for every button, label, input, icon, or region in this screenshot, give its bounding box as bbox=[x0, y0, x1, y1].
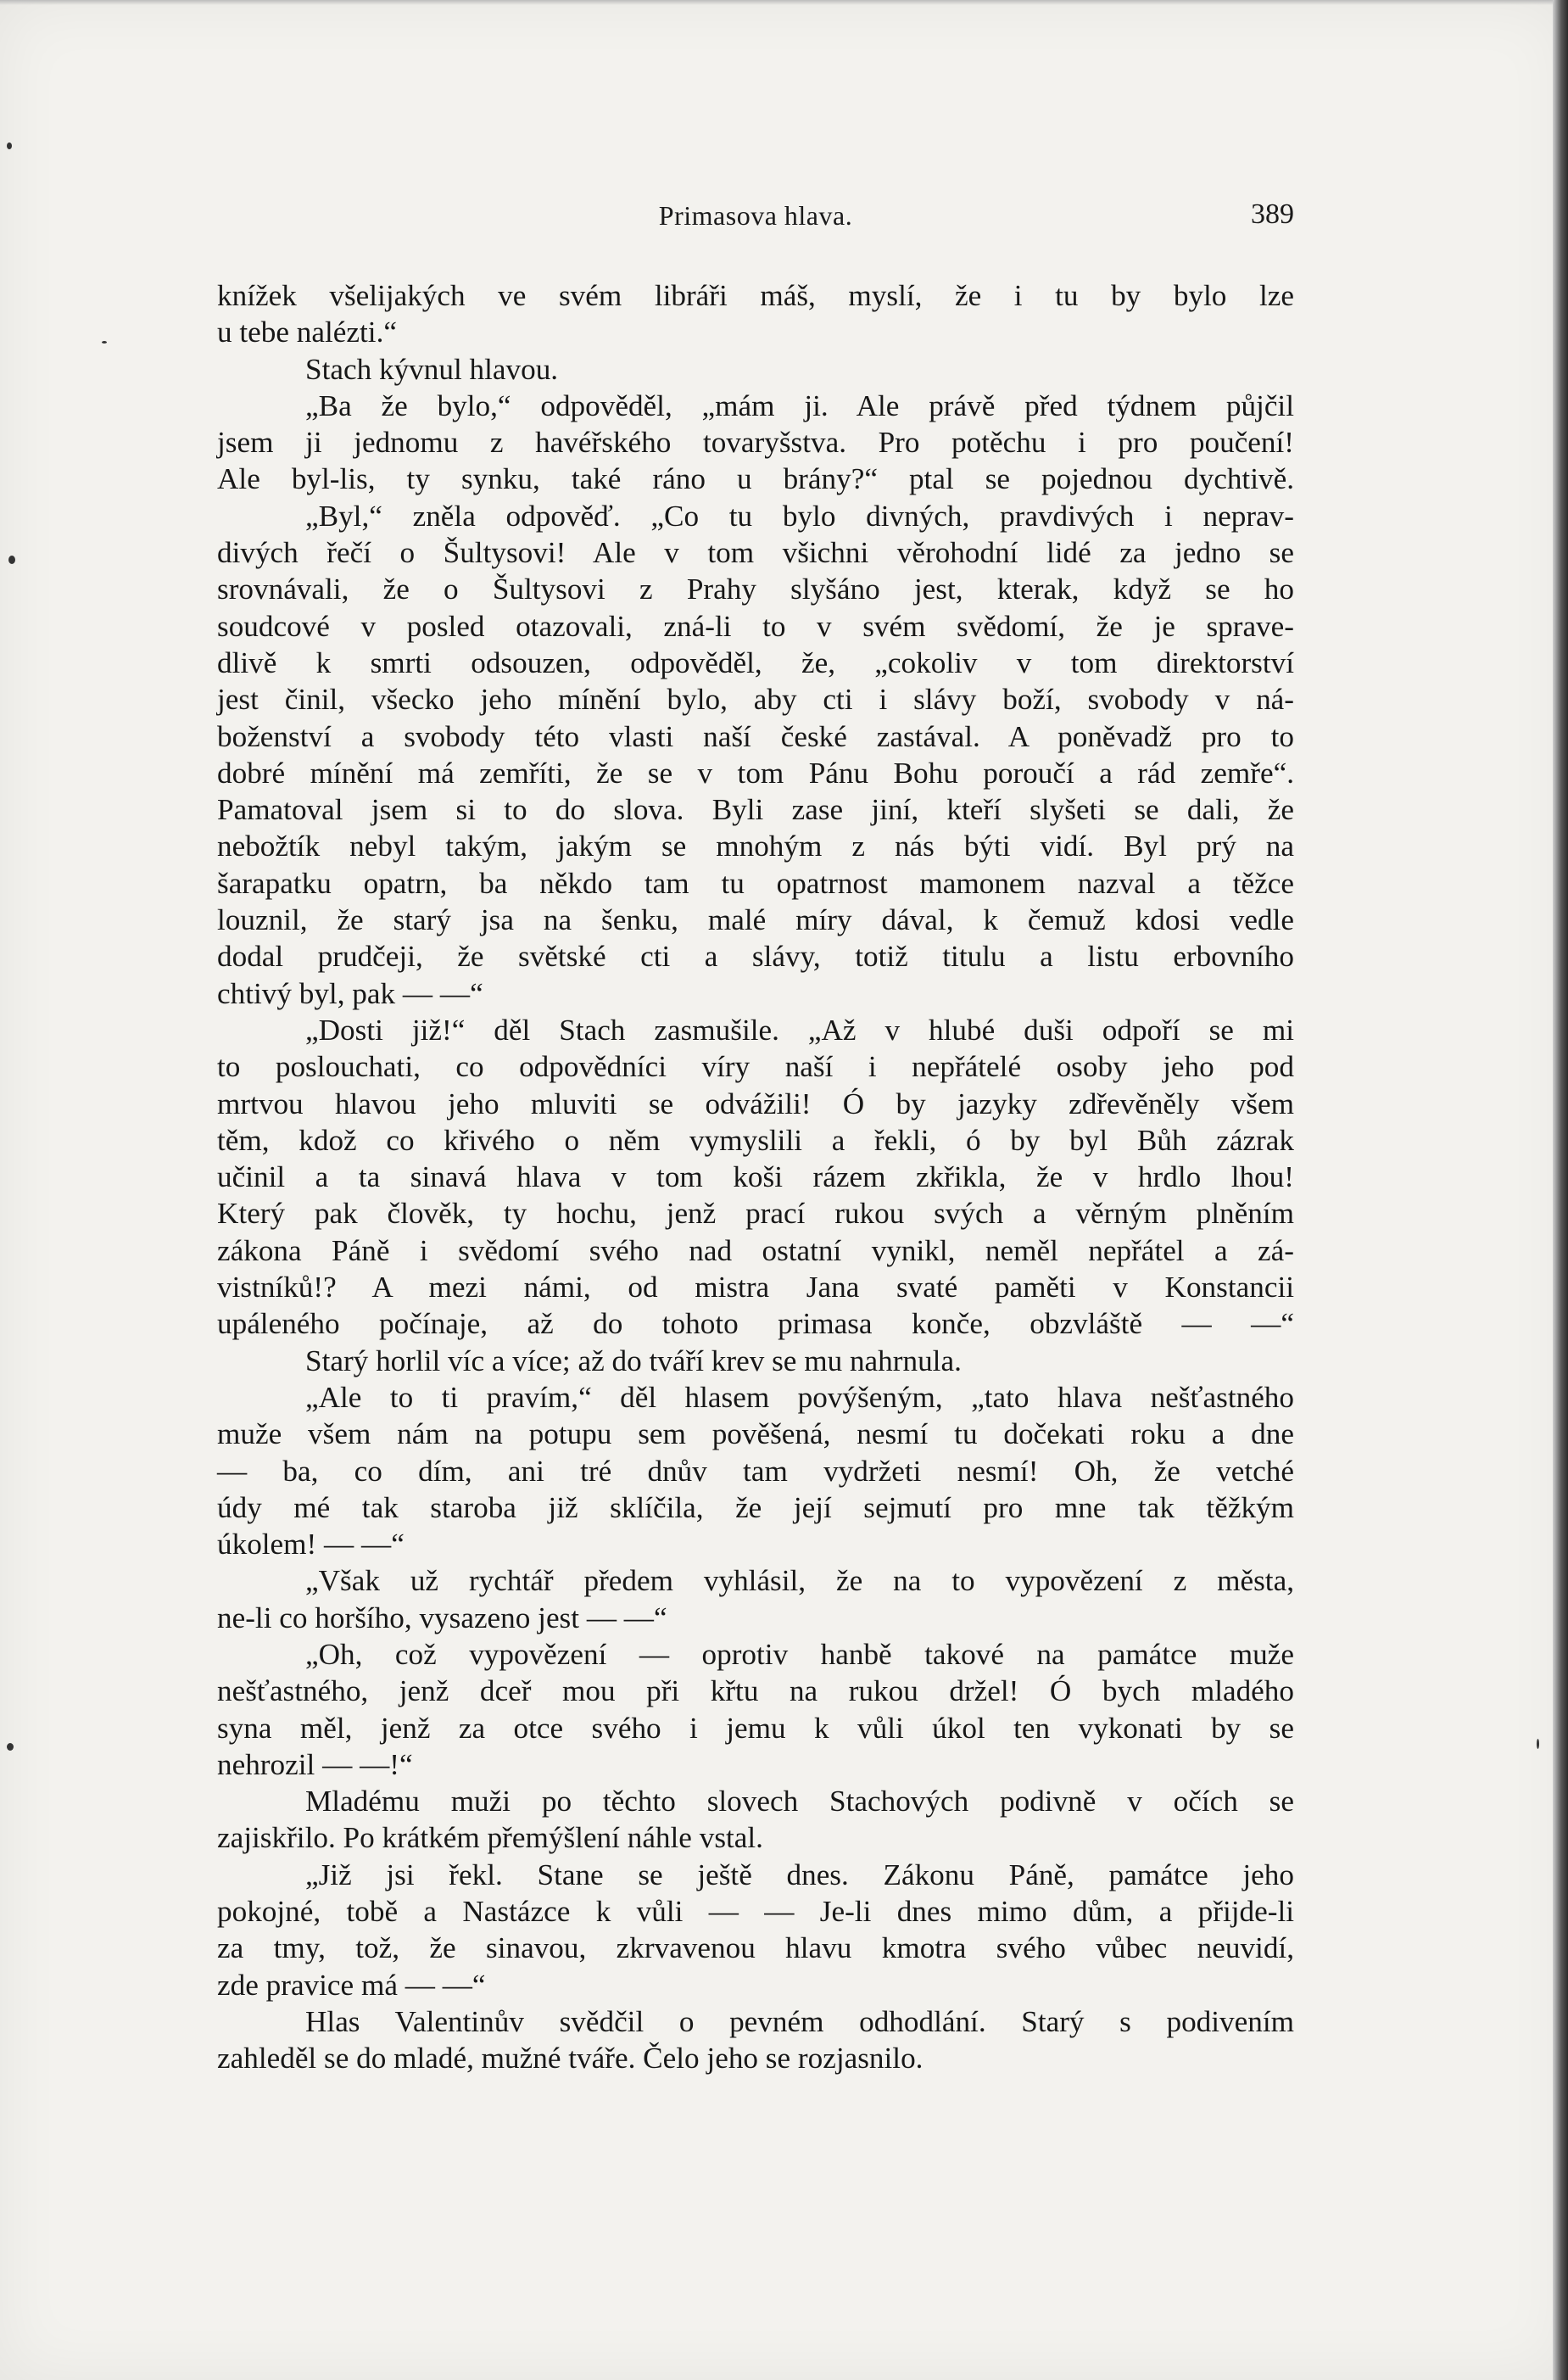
body-text bbox=[217, 277, 1294, 2077]
text-line: nešťastného, jenž dceř mou při křtu na rukou držel! Ó bych mladého bbox=[217, 1674, 1294, 1708]
text-line: Stach kývnul hlavou. bbox=[305, 352, 559, 386]
text-line: „Oh, což vypovězení — oprotiv hanbě takové na památce muže bbox=[305, 1637, 1294, 1671]
scan-speck bbox=[1537, 1739, 1539, 1749]
text-line: „Dosti již!“ děl Stach zasmušile. „Až v hlubé duši odpoří se mi bbox=[305, 1013, 1294, 1047]
text-line: jest činil, všecko jeho mínění bylo, aby cti i slávy boží, svobody v ná- bbox=[217, 683, 1294, 717]
text-line: dlivě k smrti odsouzen, odpověděl, že, „cokoliv v tom direktorství bbox=[217, 645, 1294, 679]
text-line: srovnávali, že o Šultysovi z Prahy slyšáno jest, kterak, když se ho bbox=[217, 573, 1294, 606]
text-line: Mladému muži po těchto slovech Stachových podivně v očích se bbox=[305, 1785, 1294, 1819]
text-line: „Již jsi řekl. Stane se ještě dnes. Zákonu Páně, památce jeho bbox=[305, 1858, 1294, 1891]
running-title: Primasova hlava. bbox=[658, 200, 853, 231]
scan-speck bbox=[102, 341, 107, 344]
page-top-edge bbox=[0, 0, 1568, 5]
text-line: dobré mínění má zemříti, že se v tom Pánu Bohu poroučí a rád zemře“. bbox=[217, 756, 1294, 790]
text-line: učinil a ta sinavá hlava v tom koši rázem zkřikla, že v hrdlo lhou! bbox=[217, 1160, 1294, 1194]
text-line: boženství a svobody této vlasti naší české zastával. A poněvadž pro to bbox=[217, 719, 1294, 753]
text-line: soudcové v posled otazovali, zná-li to v svém svědomí, že je sprave- bbox=[217, 609, 1294, 643]
text-line: těm, kdož co křivého o něm vymyslili a řekli, ó by byl Bůh zázrak bbox=[217, 1123, 1294, 1157]
text-line: upáleného počínaje, až do tohoto primasa konče, obzvláště — —“ bbox=[217, 1307, 1294, 1341]
text-line: Který pak člověk, ty hochu, jenž prací rukou svých a věrným plněním bbox=[217, 1197, 1294, 1231]
text-line: úkolem! — —“ bbox=[217, 1528, 405, 1562]
text-line: zahleděl se do mladé, mužné tváře. Čelo jeho se rozjasnilo. bbox=[217, 2042, 924, 2076]
text-line: za tmy, tož, že sinavou, zkrvavenou hlavu kmotra svého vůbec neuvidí, bbox=[217, 1931, 1294, 1965]
text-line: u tebe nalézti.“ bbox=[217, 316, 397, 349]
text-line: vistníků!? A mezi námi, od mistra Jana svaté paměti v Konstancii bbox=[217, 1271, 1294, 1305]
text-line: „Však už rychtář předem vyhlásil, že na to vypovězení z města, bbox=[305, 1564, 1294, 1598]
text-line: nehrozil — —!“ bbox=[217, 1747, 413, 1781]
text-line: Pamatoval jsem si to do slova. Byli zase jiní, kteří slyšeti se dali, že bbox=[217, 793, 1294, 827]
text-line: chtivý byl, pak — —“ bbox=[217, 976, 483, 1010]
text-line: divých řečí o Šultysovi! Ale v tom všichni věrohodní lidé za jedno se bbox=[217, 536, 1294, 570]
text-line: údy mé tak staroba již sklíčila, že její sejmutí pro mne tak těžkým bbox=[217, 1490, 1294, 1524]
page-right-edge bbox=[1553, 0, 1568, 2380]
text-line: muže všem nám na potupu sem pověšená, nesmí tu dočekati roku a dne bbox=[217, 1417, 1294, 1451]
text-line: Ale byl-lis, ty synku, také ráno u brány?“ ptal se pojednou dychtivě. bbox=[217, 462, 1294, 496]
text-line: „Byl,“ zněla odpověď. „Co tu bylo divných, pravdivých i neprav- bbox=[305, 499, 1294, 533]
text-line: nebožtík nebyl takým, jakým se mnohým z nás býti vidí. Byl prý na bbox=[217, 830, 1294, 863]
scan-speck bbox=[7, 142, 12, 149]
text-line: šarapatku opatrn, ba někdo tam tu opatrnost mamonem nazval a těžce bbox=[217, 866, 1294, 900]
text-line: Hlas Valentinův svědčil o pevném odhodlání. Starý s podivením bbox=[305, 2004, 1294, 2038]
text-line: — ba, co dím, ani tré dnův tam vydržeti nesmí! Oh, že vetché bbox=[217, 1454, 1294, 1488]
text-line: ne-li co horšího, vysazeno jest — —“ bbox=[217, 1601, 667, 1634]
text-line: mrtvou hlavou jeho mluviti se odvážili! Ó by jazyky zdřevěněly všem bbox=[217, 1087, 1294, 1120]
running-header bbox=[217, 195, 1294, 246]
text-line: zajiskřilo. Po krátkém přemýšlení náhle vstal. bbox=[217, 1821, 763, 1855]
text-line: syna měl, jenž za otce svého i jemu k vůli úkol ten vykonati by se bbox=[217, 1711, 1294, 1745]
text-line: zákona Páně i svědomí svého nad ostatní vynikl, neměl nepřátel a zá- bbox=[217, 1233, 1294, 1267]
scan-speck bbox=[8, 556, 15, 564]
text-line: Starý horlil víc a více; až do tváří krev se mu nahrnula. bbox=[305, 1344, 962, 1377]
scan-speck bbox=[7, 1743, 14, 1751]
text-line: knížek všelijakých ve svém libráři máš, myslí, že i tu by bylo lze bbox=[217, 279, 1294, 312]
text-line: jsem ji jednomu z havéřského tovaryšstva. Pro potěchu i pro poučení! bbox=[217, 426, 1294, 460]
text-line: pokojné, tobě a Nastázce k vůli — — Je-li dnes mimo dům, a přijde-li bbox=[217, 1895, 1294, 1929]
text-line: „Ba že bylo,“ odpověděl, „mám ji. Ale právě před týdnem půjčil bbox=[305, 388, 1294, 422]
page-number: 389 bbox=[1251, 198, 1294, 230]
text-line: zde pravice má — —“ bbox=[217, 1968, 486, 2002]
text-line: louznil, že starý jsa na šenku, malé míry dával, k čemuž kdosi vedle bbox=[217, 903, 1294, 937]
text-line: to poslouchati, co odpovědníci víry naší i nepřátelé osoby jeho pod bbox=[217, 1050, 1294, 1084]
text-line: dodal prudčeji, že světské cti a slávy, totiž titulu a listu erbovního bbox=[217, 940, 1294, 974]
text-line: „Ale to ti pravím,“ děl hlasem povýšeným, „tato hlava nešťastného bbox=[305, 1380, 1294, 1414]
